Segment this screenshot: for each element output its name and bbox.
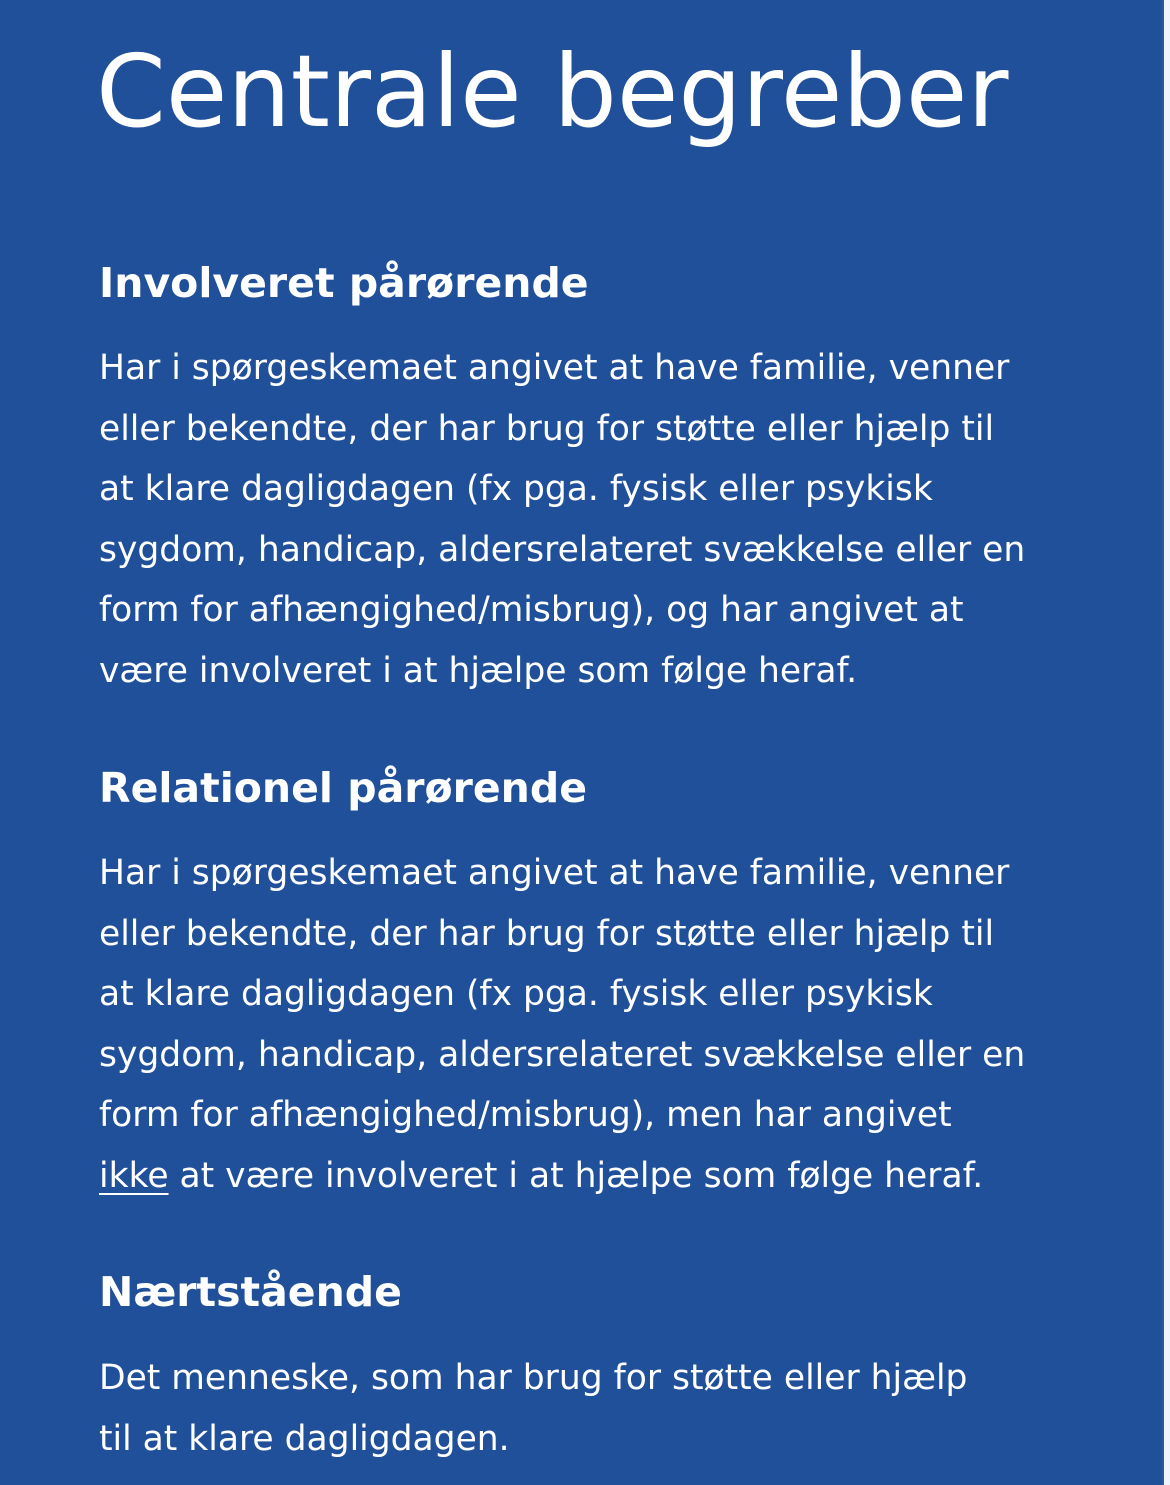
body-line: form for afhængighed/misbrug), men har angivet [99,1095,952,1135]
body-line: sygdom, handicap, aldersrelateret svækkelse eller en [99,1034,1026,1075]
body-line-rest: at være involveret i at hjælpe som følge heraf. [168,1155,984,1196]
body-line: Det menneske, som har brug for støtte eller hjælp [99,1358,968,1398]
body-line: at klare dagligdagen (fx pga. fysisk eller psykisk [99,469,933,509]
body-line: til at klare dagligdagen. [99,1418,510,1459]
page-title: Centrale begreber [96,33,1009,150]
section-body-involveret [99,338,1025,701]
body-line: at klare dagligdagen (fx pga. fysisk eller psykisk [99,974,933,1014]
section-heading-involveret: Involveret pårørende [99,259,589,307]
body-line: Har i spørgeskemaet angivet at have familie, venner [99,348,1010,388]
section-body-naertstaaende [99,1348,967,1469]
body-line: form for afhængighed/misbrug), og har angivet at [99,590,964,630]
body-line: eller bekendte, der har brug for støtte eller hjælp til [99,408,995,449]
section-body-relationel [99,843,1025,1206]
body-line: være involveret i at hjælpe som følge heraf. [99,650,858,691]
body-line: Har i spørgeskemaet angivet at have familie, venner [99,853,1010,893]
emphasis-ikke: ikke [99,1155,169,1196]
body-line-last [99,1146,1025,1207]
body-line: sygdom, handicap, aldersrelateret svækkelse eller en [99,529,1026,570]
section-heading-relationel: Relationel pårørende [99,764,588,812]
section-heading-naertstaaende: Nærtstående [99,1268,402,1316]
body-line: eller bekendte, der har brug for støtte eller hjælp til [99,913,995,954]
